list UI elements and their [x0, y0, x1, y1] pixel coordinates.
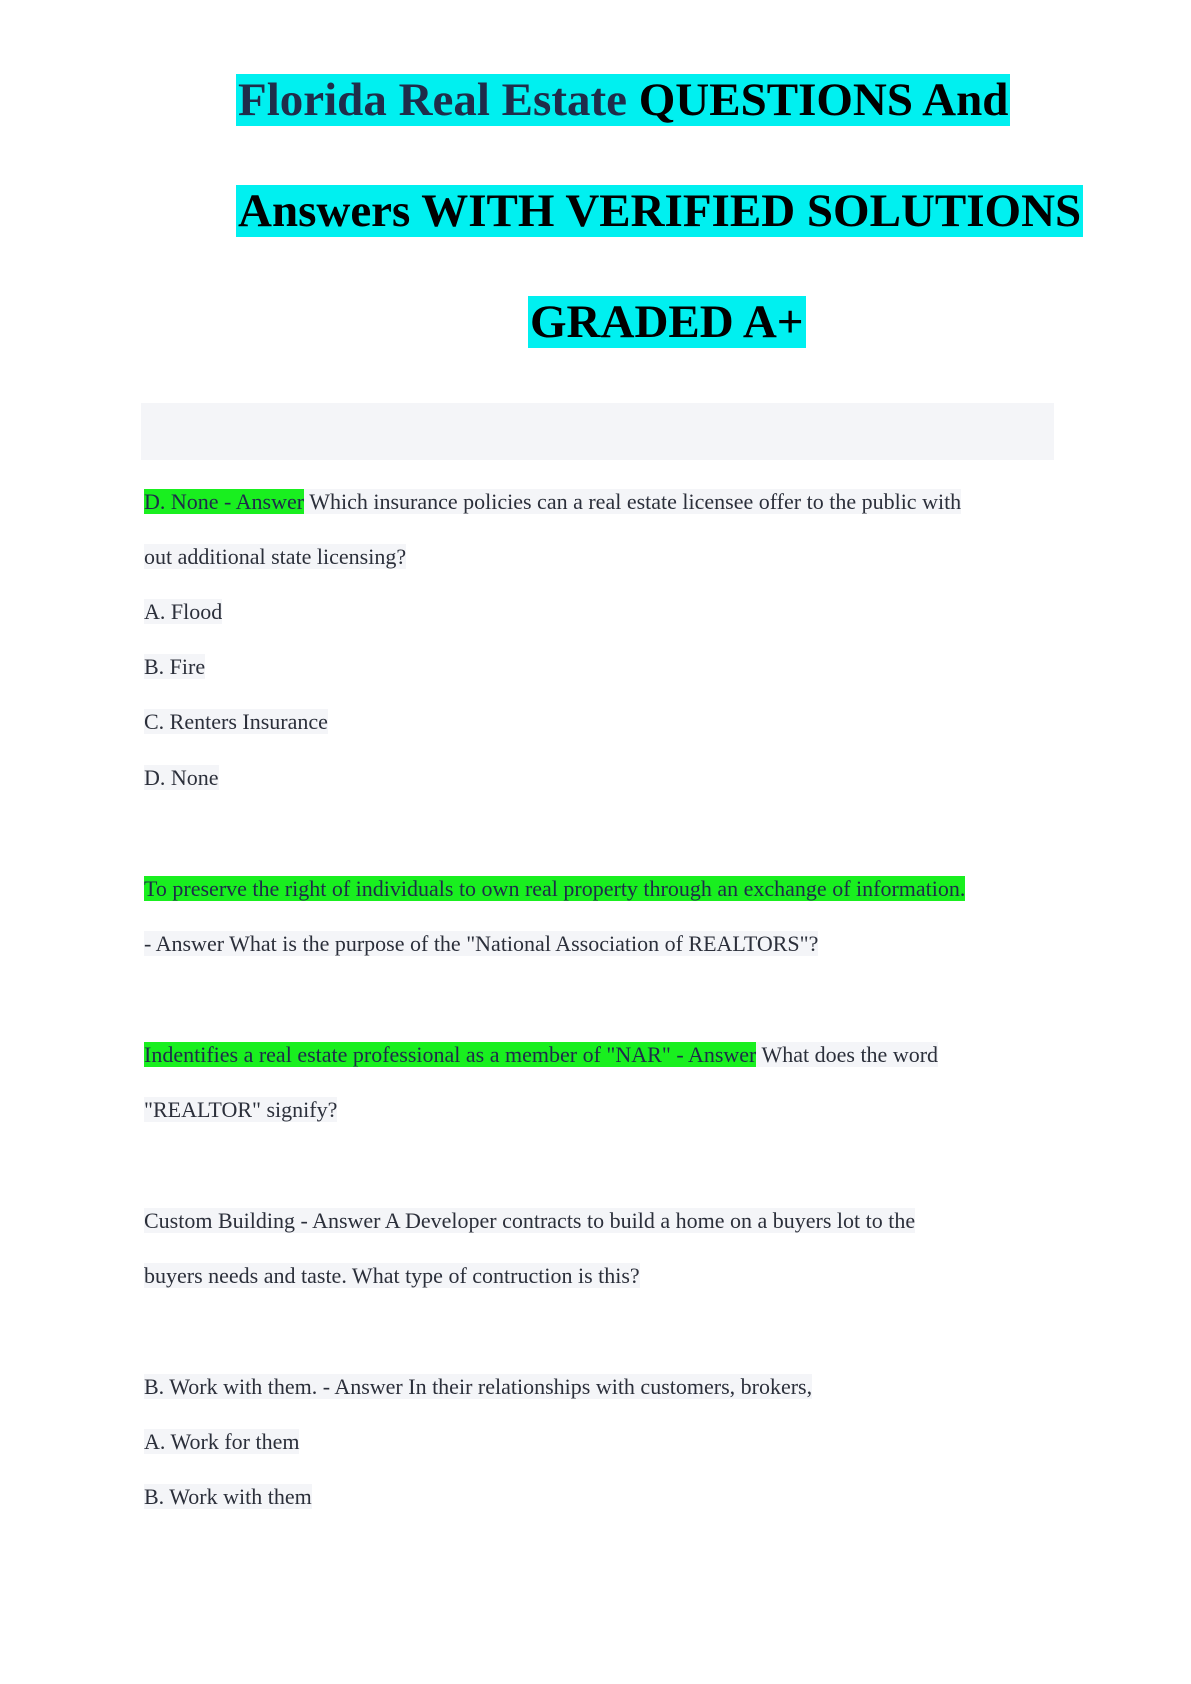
option-text: C. Renters Insurance [144, 709, 328, 734]
qa-1-option-c [144, 707, 328, 737]
qa-4-text: Custom Building - Answer A Developer contracts to build a home on a buyers lot to the [144, 1208, 916, 1233]
qa-2-line-2 [144, 929, 818, 959]
qa-5-text: B. Work with them. - Answer In their relationships with customers, brokers, [144, 1374, 813, 1399]
qa-2-line-1 [144, 874, 965, 904]
title-part-3: Answers WITH VERIFIED SOLUTIONS [238, 185, 1082, 237]
qa-1-option-d [144, 763, 219, 793]
title-part-2: QUESTIONS And [627, 74, 1009, 126]
option-text: B. Fire [144, 654, 206, 679]
title-part-4: GRADED A+ [530, 296, 804, 348]
qa-3-line-2 [144, 1095, 337, 1125]
title-line-2 [236, 183, 1083, 239]
title-line-1 [236, 72, 1010, 128]
qa-1-line-2 [144, 542, 406, 572]
option-text: B. Work with them [144, 1484, 312, 1509]
qa-1-question-cont: out additional state licensing? [144, 544, 407, 569]
qa-2-answer: To preserve the right of individuals to own real property through an exchange of information. [144, 876, 966, 901]
qa-4-text-cont: buyers needs and taste. What type of contruction is this? [144, 1263, 640, 1288]
qa-4-line-2 [144, 1261, 640, 1291]
qa-1-line-1 [144, 487, 961, 517]
title-part-1: Florida Real Estate [238, 74, 627, 126]
qa-3-question: What does the word [756, 1042, 939, 1067]
option-text: A. Flood [144, 599, 223, 624]
qa-1-option-a [144, 597, 222, 627]
qa-5-option-b [144, 1482, 312, 1512]
qa-1-question: Which insurance policies can a real estate licensee offer to the public with [304, 489, 962, 514]
qa-5-line-1 [144, 1372, 812, 1402]
option-text: A. Work for them [144, 1429, 300, 1454]
qa-5-option-a [144, 1427, 299, 1457]
option-text: D. None [144, 765, 219, 790]
qa-2-question: - Answer What is the purpose of the "National Association of REALTORS"? [144, 931, 819, 956]
qa-1-option-b [144, 652, 205, 682]
qa-3-line-1 [144, 1040, 938, 1070]
title-line-3 [528, 294, 806, 350]
qa-3-answer: Indentifies a real estate professional as a member of "NAR" - Answer [144, 1042, 757, 1067]
qa-1-answer: D. None - Answer [144, 489, 305, 514]
qa-4-line-1 [144, 1206, 915, 1236]
qa-3-question-cont: "REALTOR" signify? [144, 1097, 338, 1122]
divider-band [141, 403, 1054, 460]
